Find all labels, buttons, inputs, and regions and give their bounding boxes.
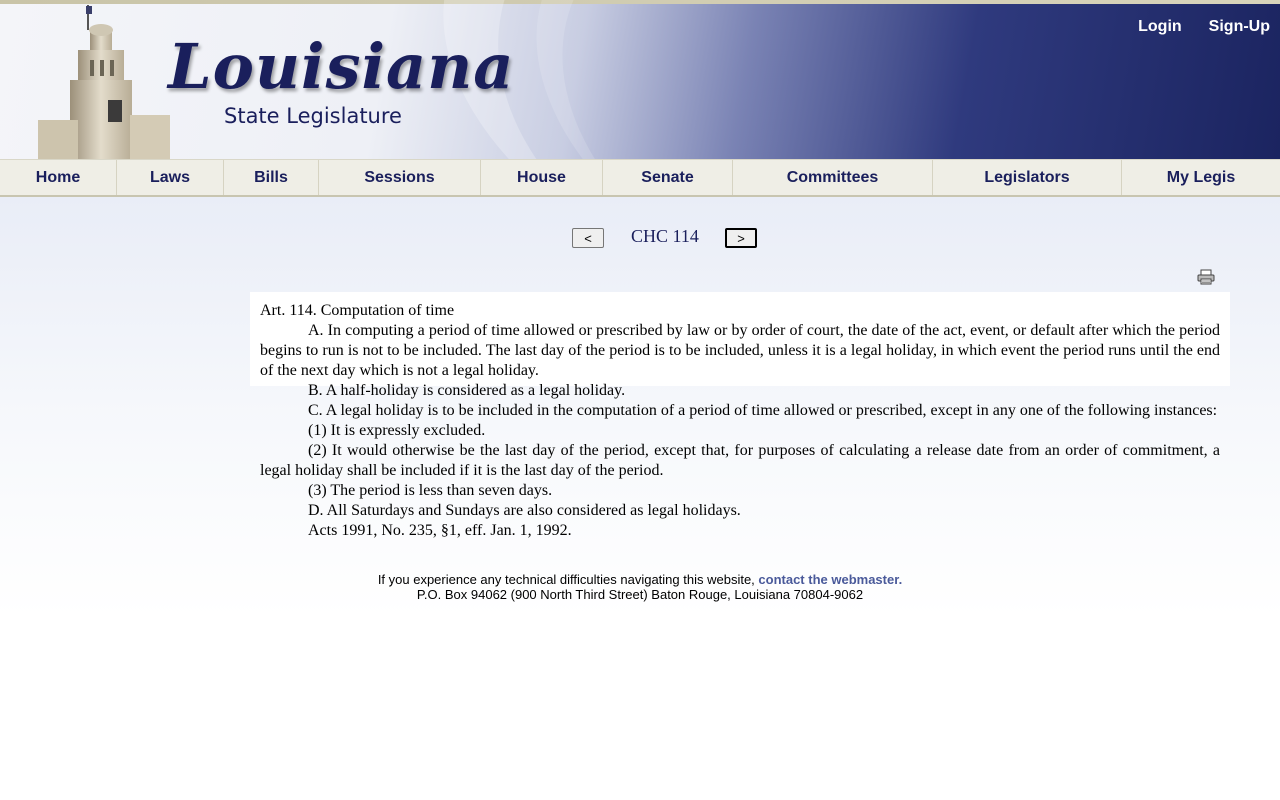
account-links: [1138, 18, 1270, 36]
footer-address: P.O. Box 94062 (900 North Third Street) Baton Rouge, Louisiana 70804-9062: [416, 587, 864, 602]
previous-law-button[interactable]: <: [572, 228, 604, 248]
nav-senate[interactable]: Senate: [603, 160, 733, 195]
law-paragraph-c2: (2) It would otherwise be the last day of the period, except that, for purposes of calculating a release date from an order of commitment, a legal holiday shall be included if it is the last day of the period.: [260, 442, 1220, 479]
main-nav: [0, 159, 1280, 197]
law-document: [260, 301, 1220, 541]
law-paragraph-b: B. A half-holiday is considered as a legal holiday.: [308, 382, 626, 399]
footer-help-line: [0, 572, 1280, 587]
contact-webmaster-link[interactable]: contact the webmaster.: [758, 572, 903, 587]
logo-title: Louisiana: [168, 30, 515, 103]
banner-swoosh-2: [468, 0, 1172, 160]
nav-home[interactable]: Home: [0, 160, 117, 195]
nav-sessions[interactable]: Sessions: [319, 160, 481, 195]
capitol-tower-image: [30, 0, 170, 160]
logo-subtitle: State Legislature: [224, 104, 402, 128]
nav-bills[interactable]: Bills: [224, 160, 319, 195]
law-paragraph-a: A. In computing a period of time allowed or prescribed by law or by order of court, the date of the act, event, or default after which the period begins to run is not to be included. The last day of the period is to be included, unless it is a legal holiday, in which event the period runs until the end of the next day which is not a legal holiday.: [260, 322, 1220, 379]
printer-icon[interactable]: [1197, 269, 1215, 285]
login-link[interactable]: Login: [1138, 18, 1182, 35]
law-paragraph-d: D. All Saturdays and Sundays are also considered as legal holidays.: [308, 502, 741, 519]
nav-legislators[interactable]: Legislators: [933, 160, 1122, 195]
law-paragraph-c3: (3) The period is less than seven days.: [308, 482, 553, 499]
law-pager: [0, 226, 1280, 250]
law-paragraph-c1: (1) It is expressly excluded.: [308, 422, 486, 439]
nav-laws[interactable]: Laws: [117, 160, 224, 195]
site-banner: [0, 0, 1280, 160]
page-footer: [0, 572, 1280, 602]
next-law-button[interactable]: >: [725, 228, 757, 248]
law-heading: Art. 114. Computation of time: [260, 302, 455, 319]
signup-link[interactable]: Sign-Up: [1208, 18, 1270, 35]
nav-house[interactable]: House: [481, 160, 603, 195]
law-citation-title: CHC 114: [631, 226, 699, 246]
nav-committees[interactable]: Committees: [733, 160, 933, 195]
footer-help-text: If you experience any technical difficulties navigating this website,: [377, 572, 759, 587]
nav-my-legis[interactable]: My Legis: [1166, 168, 1236, 186]
law-paragraph-c: C. A legal holiday is to be included in the computation of a period of time allowed or prescribed, except in any one of the following instances:: [308, 402, 1218, 419]
law-history-note: Acts 1991, No. 235, §1, eff. Jan. 1, 1992.: [308, 522, 572, 539]
